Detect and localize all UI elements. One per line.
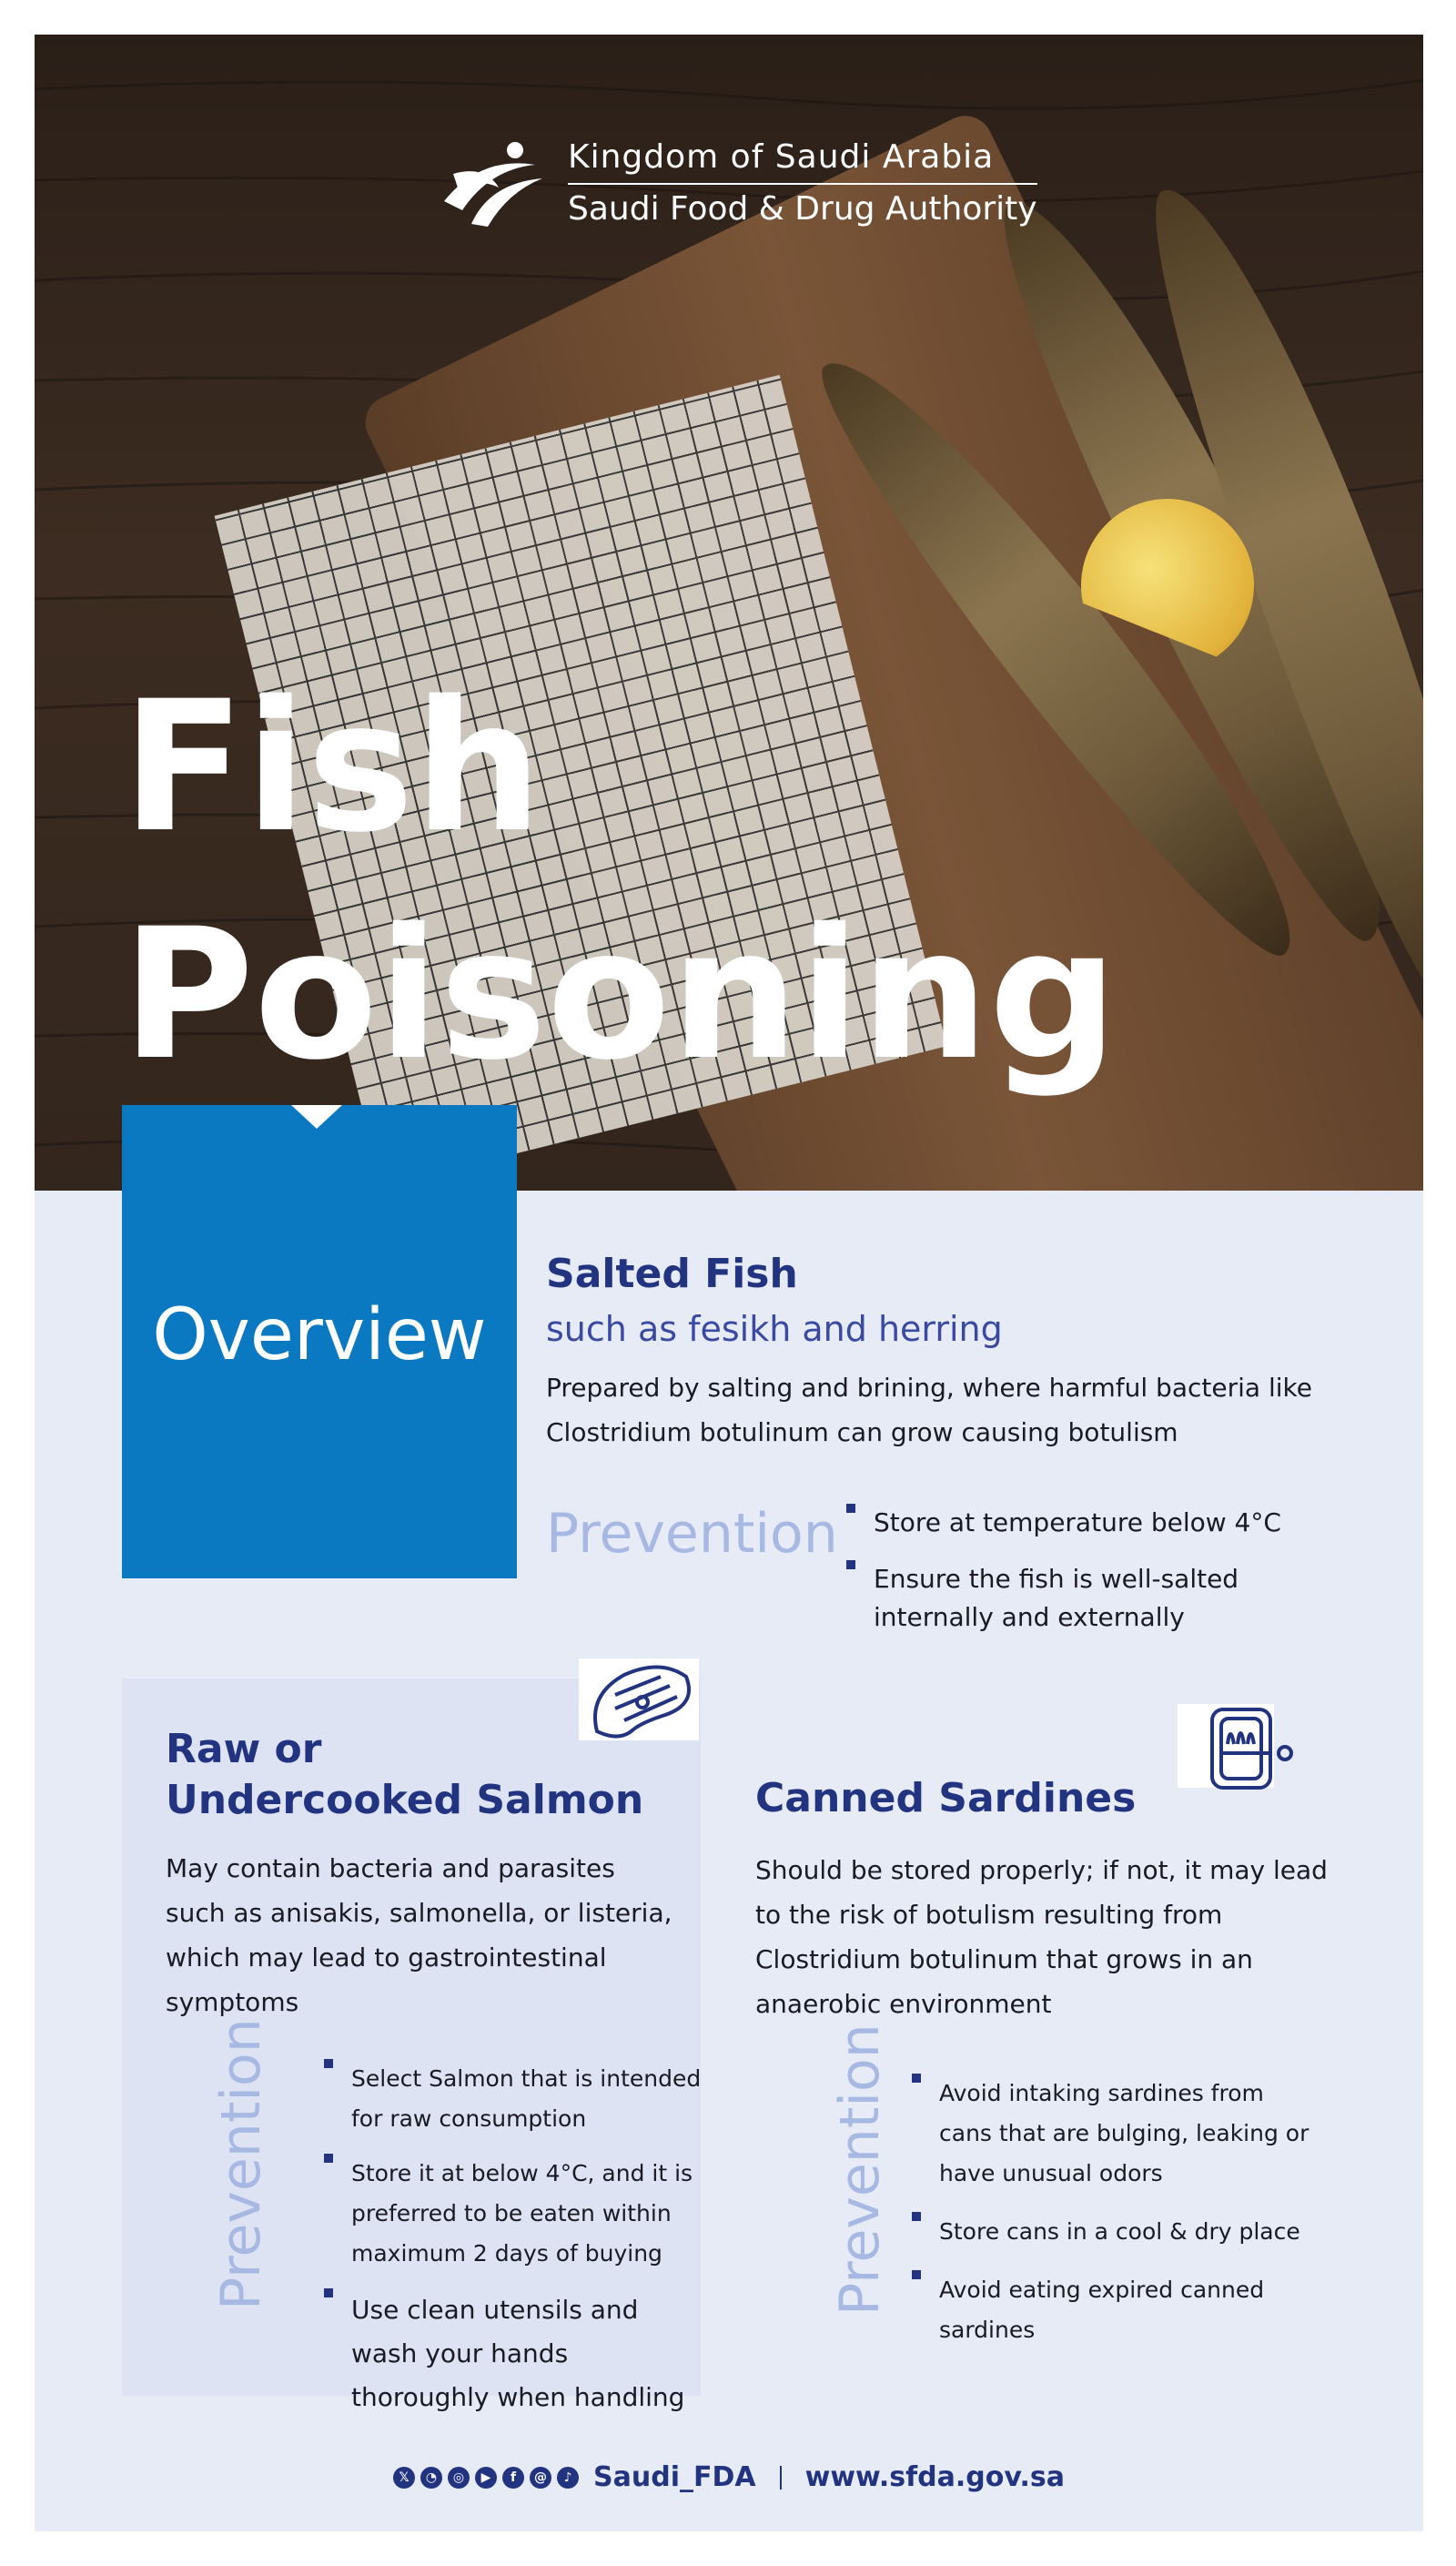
title-line1: Fish bbox=[122, 662, 542, 872]
footer-divider bbox=[780, 2466, 782, 2490]
salmon-title-line: Undercooked Salmon bbox=[166, 1777, 644, 1823]
salted-prevention-list bbox=[846, 1504, 1281, 1637]
list-item: Select Salmon that is intended for raw consumption bbox=[324, 2059, 701, 2139]
social-handle[interactable]: Saudi_FDA bbox=[593, 2461, 756, 2493]
salted-fish-title: Salted Fish bbox=[546, 1251, 798, 1297]
salted-prevention-label: Prevention bbox=[546, 1502, 838, 1566]
sardines-prevention-list bbox=[912, 2074, 1309, 2350]
page-title bbox=[122, 654, 1117, 1109]
sardine-icon-box bbox=[1178, 1704, 1274, 1788]
list-item: Store it at below 4°C, and it is preferred to be eaten within maximum 2 days of buying bbox=[324, 2154, 701, 2274]
salted-body-line: Clostridium botulinum can grow causing botulism bbox=[546, 1417, 1178, 1447]
snapchat-icon[interactable]: ◔ bbox=[420, 2467, 442, 2489]
overview-label: Overview bbox=[152, 1294, 487, 1376]
sfda-emblem-icon bbox=[435, 137, 544, 228]
salted-fish-subtitle: such as fesikh and herring bbox=[546, 1309, 1003, 1349]
salmon-body-line: symptoms bbox=[166, 1987, 299, 2017]
salmon-title bbox=[166, 1724, 643, 1826]
youtube-icon[interactable]: ▶ bbox=[475, 2467, 497, 2489]
salmon-body-line: which may lead to gastrointestinal bbox=[166, 1942, 607, 1973]
poster bbox=[35, 35, 1423, 2531]
tiktok-icon[interactable]: ♪ bbox=[557, 2467, 579, 2489]
org-name-line2: Saudi Food & Drug Authority bbox=[568, 190, 1037, 228]
sfda-logo bbox=[435, 137, 1037, 229]
salmon-body-line: such as anisakis, salmonella, or listeria, bbox=[166, 1898, 672, 1928]
salmon-prevention-label: Prevention bbox=[209, 2018, 273, 2310]
list-item: Store at temperature below 4°C bbox=[846, 1504, 1281, 1542]
x-icon[interactable]: 𝕏 bbox=[393, 2467, 415, 2489]
org-name-line1: Kingdom of Saudi Arabia bbox=[568, 137, 1037, 185]
website-link[interactable]: www.sfda.gov.sa bbox=[804, 2461, 1065, 2493]
list-item: Store cans in a cool & dry place bbox=[912, 2212, 1309, 2252]
salmon-body bbox=[166, 1846, 672, 2024]
threads-icon[interactable]: @ bbox=[530, 2467, 551, 2489]
sardines-body-line: Clostridium botulinum that grows in an bbox=[755, 1944, 1253, 1974]
salmon-body-line: May contain bacteria and parasites bbox=[166, 1853, 615, 1883]
facebook-icon[interactable]: f bbox=[502, 2467, 524, 2489]
salted-body-line: Prepared by salting and brining, where harmful bacteria like bbox=[546, 1373, 1312, 1403]
canned-sardine-icon bbox=[1178, 1704, 1305, 1795]
overview-notch bbox=[291, 1105, 342, 1129]
footer bbox=[35, 2461, 1423, 2493]
sardines-body bbox=[755, 1848, 1328, 2026]
sardines-body-line: anaerobic environment bbox=[755, 1989, 1052, 2019]
sardines-body-line: Should be stored properly; if not, it may lead bbox=[755, 1855, 1328, 1885]
instagram-icon[interactable]: ◎ bbox=[448, 2467, 470, 2489]
list-item: Ensure the fish is well-salted internally and externally bbox=[846, 1560, 1281, 1637]
title-line2: Poisoning bbox=[122, 889, 1118, 1100]
social-icons bbox=[393, 2467, 579, 2489]
salmon-title-line: Raw or bbox=[166, 1726, 322, 1772]
salmon-prevention-list bbox=[324, 2059, 701, 2419]
sardines-title: Canned Sardines bbox=[755, 1775, 1137, 1821]
sardines-body-line: to the risk of botulism resulting from bbox=[755, 1900, 1223, 1930]
list-item: Avoid intaking sardines from cans that are bulging, leaking or have unusual odors bbox=[912, 2074, 1309, 2194]
sardines-prevention-label: Prevention bbox=[828, 2023, 892, 2316]
list-item: Avoid eating expired canned sardines bbox=[912, 2270, 1309, 2350]
salted-fish-body bbox=[546, 1365, 1312, 1455]
list-item: Use clean utensils and wash your hands thoroughly when handling bbox=[324, 2288, 701, 2419]
